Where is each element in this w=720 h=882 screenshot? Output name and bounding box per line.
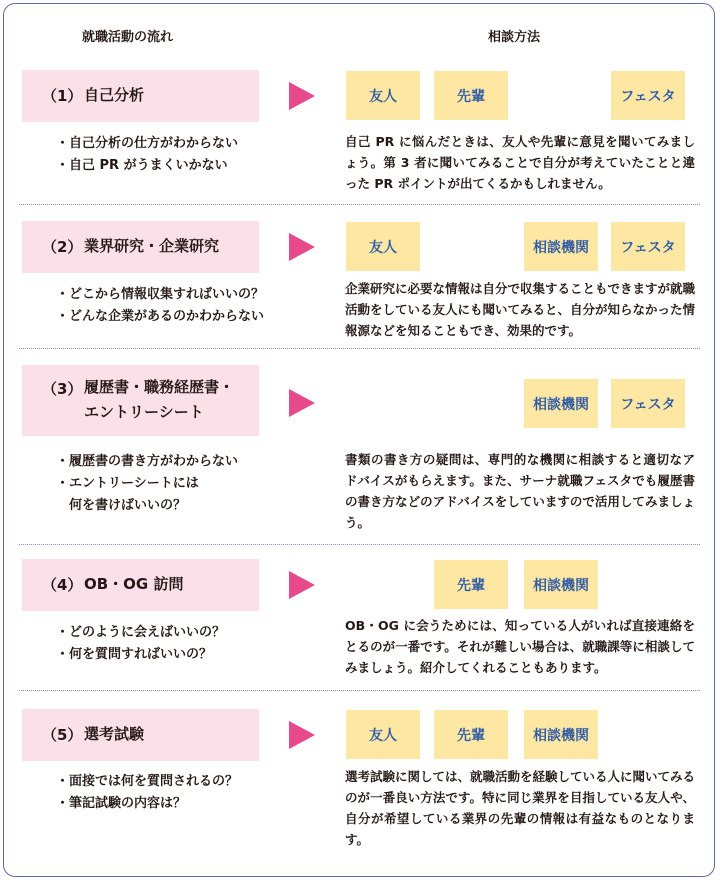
question-item: ・自己分析の仕方がわからない <box>56 136 239 151</box>
arrow-icon <box>289 571 315 599</box>
method-chip: 先輩 <box>434 71 508 120</box>
question-item: ・どこから情報収集すればいいの？ <box>56 287 265 302</box>
section-divider <box>19 544 700 545</box>
question-list <box>56 451 238 517</box>
step-title <box>84 375 234 425</box>
step-header-2 <box>22 221 259 273</box>
question-item: ・自己 PR がうまくいかない <box>56 158 228 173</box>
step-number: （5） <box>42 726 83 744</box>
step-number: （4） <box>42 576 83 594</box>
advice-text: 選考試験に関しては、就職活動を経験している人に聞いてみるのが一番良い方法です。特に同じ業界を目指している友人や、自分が希望している業界の先輩の情報は有益なものとなります。 <box>345 769 696 847</box>
method-chip: 相談機関 <box>524 379 598 428</box>
step-title-line: 履歴書・職務経歴書・ <box>84 378 235 396</box>
advice-text: 書類の書き方の疑問は、専門的な機関に相談すると適切なアドバイスがもらえます。また、サーナ就職フェスタでも履歴書の書き方などのアドバイスをしていますので活用してみましょう。 <box>345 452 695 530</box>
question-list <box>56 622 225 666</box>
arrow-icon <box>289 389 315 417</box>
advice-text: 自己 PR に悩んだときは、友人や先輩に意見を聞いてみましょう。第 3 者に聞いてみることで自分が考えていたことと違った PR ポイントが出てくるかもしれません。 <box>345 134 695 191</box>
arrow-icon <box>289 721 315 749</box>
step-header-5 <box>22 709 259 761</box>
step-title: OB・OG 訪問 <box>84 575 184 593</box>
step-title: 自己分析 <box>84 86 145 104</box>
method-chip: フェスタ <box>611 222 685 271</box>
section-divider <box>19 690 700 691</box>
method-chip: フェスタ <box>611 71 685 120</box>
advice-text: OB・OG に会うためには、知っている人がいれば直接連絡をとるのが一番です。それが難しい場合は、就職課等に相談してみましょう。紹介してくれることもあります。 <box>345 618 695 675</box>
method-chip: 友人 <box>346 710 420 759</box>
method-chip: フェスタ <box>611 379 685 428</box>
step-title: 業界研究・企業研究 <box>84 237 220 255</box>
method-chip: 相談機関 <box>524 560 598 609</box>
method-chip: 相談機関 <box>524 222 598 271</box>
column-title-flow: 就職活動の流れ <box>82 30 174 45</box>
step-number: （2） <box>42 238 83 256</box>
question-item: ・筆記試験の内容は？ <box>56 796 187 811</box>
step-number: （1） <box>42 87 83 105</box>
step-header-3 <box>22 365 259 436</box>
question-item: ・どのように会えばいいの？ <box>56 625 226 640</box>
method-chip: 友人 <box>346 222 420 271</box>
arrow-icon <box>289 233 315 261</box>
step-title-line: エントリーシート <box>84 403 204 421</box>
question-list <box>56 284 264 328</box>
arrow-icon <box>289 82 315 110</box>
method-chip: 友人 <box>346 71 420 120</box>
method-chip: 相談機関 <box>524 710 598 759</box>
method-chip: 先輩 <box>434 710 508 759</box>
column-title-method: 相談方法 <box>488 30 541 45</box>
step-header-1 <box>22 70 259 122</box>
section-divider <box>19 204 700 205</box>
method-chip: 先輩 <box>434 560 508 609</box>
section-divider <box>19 348 700 349</box>
question-item: ・どんな企業があるのかわからない <box>56 309 265 324</box>
question-list <box>56 133 238 177</box>
question-item: ・何を質問すればいいの？ <box>56 647 213 662</box>
step-header-4 <box>22 559 259 611</box>
question-item: ・エントリーシートには <box>56 476 199 491</box>
question-item: 何を書けばいいの？ <box>56 498 187 513</box>
question-item: ・履歴書の書き方がわからない <box>56 454 239 469</box>
step-number: （3） <box>42 380 83 398</box>
question-item: ・面接では何を質問されるの？ <box>56 774 239 789</box>
question-list <box>56 771 238 815</box>
step-title: 選考試験 <box>84 725 145 743</box>
advice-text: 企業研究に必要な情報は自分で収集することもできますが就職活動をしている友人にも聞いてみると、自分が知らなかった情報源などを知ることもでき、効果的です。 <box>345 281 696 338</box>
